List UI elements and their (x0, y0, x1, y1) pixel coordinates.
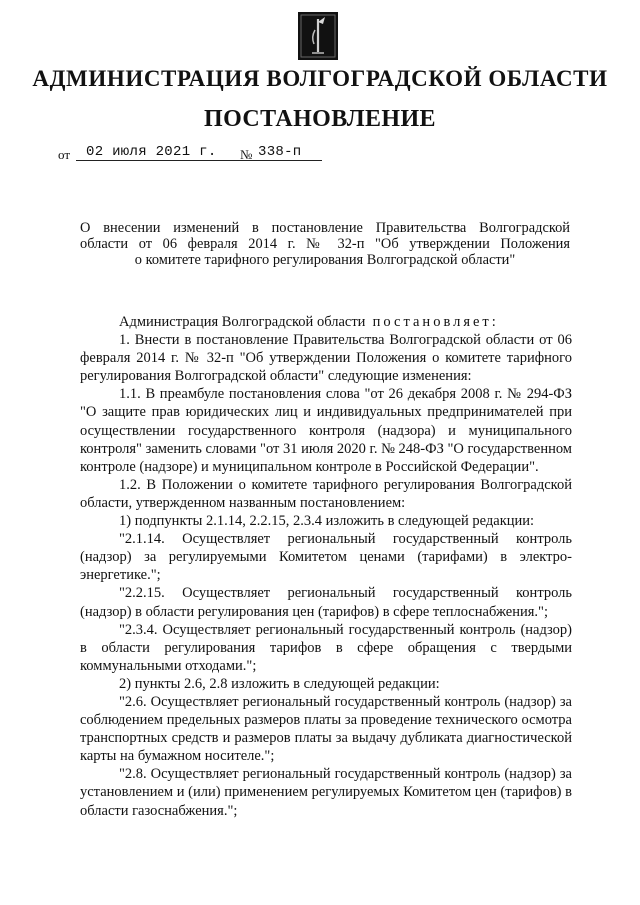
subject-line-3: о комитете тарифного регулирования Волгоградской области" (134, 252, 516, 268)
decree-date: 02 июля 2021 г. (86, 144, 217, 160)
date-number-row (58, 144, 358, 164)
coat-of-arms-emblem (296, 10, 340, 62)
number-underline (256, 160, 322, 161)
document-type-title: ПОСТАНОВЛЕНИЕ (204, 106, 436, 132)
organization-title: АДМИНИСТРАЦИЯ ВОЛГОГРАДСКОЙ ОБЛАСТИ (32, 66, 608, 91)
quote-2-8: "2.8. Осуществляет региональный государственный контроль (надзор) за установлением и (или) применением регулируемых Комитетом цен (тарифов) в области газоснабжения."; (80, 766, 572, 819)
decree-body (80, 313, 572, 820)
decree-number: 338-п (258, 144, 302, 160)
number-prefix: № (240, 147, 253, 162)
decree-subject (80, 220, 570, 268)
subparagraph-2: 2) пункты 2.6, 2.8 изложить в следующей редакции: (119, 675, 440, 692)
subparagraph-1: 1) подпункты 2.1.14, 2.2.15, 2.3.4 изложить в следующей редакции: (119, 513, 535, 530)
subject-line-1: О внесении изменений в постановление Правительства Волгоградской (80, 220, 570, 236)
paragraph-1: 1. Внести в постановление Правительства Волгоградской области от 06 февраля 2014 г. № 32-п "Об утверждении Положения о комитете тарифного регулирования Волгоградской области" следующие изменения: (80, 332, 572, 385)
quote-2-2-15: "2.2.15. Осуществляет региональный государственный контроль (надзор) в области регулирования цен (тарифов) в сфере теплоснабжения."; (80, 585, 572, 620)
paragraph-1-2: 1.2. В Положении о комитете тарифного регулирования Волгоградской области, утвержденном названным постановлением: (80, 476, 572, 511)
date-prefix: от (58, 147, 71, 162)
intro-text: Администрация Волгоградской области (119, 314, 366, 330)
intro-paragraph (80, 313, 572, 331)
intro-verb: постановляет: (372, 314, 499, 330)
quote-2-3-4: "2.3.4. Осуществляет региональный государственный контроль (надзор) в области регулирования тарифов в сфере обращения с твердыми коммунальными отходами."; (80, 621, 572, 674)
quote-2-6: "2.6. Осуществляет региональный государственный контроль (надзор) за соблюдением предельных размеров платы за проведение технического осмотра транспортных средств и размеров платы за выдачу дубликата диагностической карты на бумажном носителе."; (80, 693, 572, 765)
quote-2-1-14: "2.1.14. Осуществляет региональный государственный контроль (надзор) за регулируемыми Комитетом ценами (тарифами) в электро-энергетике."; (80, 531, 572, 584)
subject-line-2: области от 06 февраля 2014 г. № 32-п "Об утверждении Положения (80, 236, 570, 252)
paragraph-1-1: 1.1. В преамбуле постановления слова "от 26 декабря 2008 г. № 294-ФЗ "О защите прав юридических лиц и индивидуальных предпринимателей при осуществлении государственного контроля (надзора) и муниципального контроля" заменить словами "от 31 июля 2020 г. № 248-ФЗ "О государственном контроле (надзоре) и муниципальном контроле в Российской Федерации". (80, 386, 572, 475)
